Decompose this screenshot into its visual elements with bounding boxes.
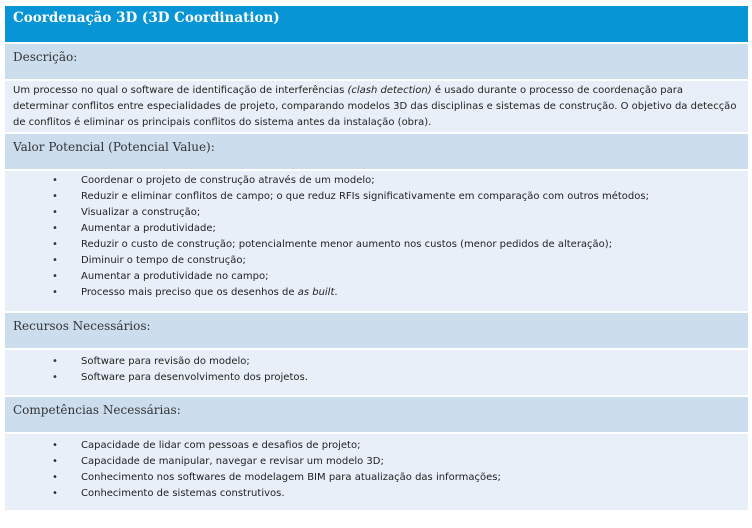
list-item: • Coordenar o projeto de construção através de um modelo; <box>13 173 740 189</box>
competencies-header: Competências Necessárias: <box>5 397 748 432</box>
list-item: • Conhecimento de sistemas construtivos. <box>13 486 740 502</box>
competencies-list <box>13 438 740 502</box>
list-item: • Aumentar a produtividade no campo; <box>13 269 740 285</box>
resources-header: Recursos Necessários: <box>5 313 748 348</box>
list-item: • Reduzir o custo de construção; potencialmente menor aumento nos custos (menor pedidos de alteração); <box>13 237 740 253</box>
description-content <box>5 81 748 132</box>
value-header: Valor Potencial (Potencial Value): <box>5 134 748 169</box>
list-item: • Reduzir e eliminar conflitos de campo; o que reduz RFIs significativamente em comparação com outros métodos; <box>13 189 740 205</box>
description-header: Descrição: <box>5 44 748 79</box>
clash-detection-term: (clash detection) <box>347 85 432 96</box>
value-list <box>13 173 740 301</box>
list-item: • Visualizar a construção; <box>13 205 740 221</box>
list-item: • Capacidade de manipular, navegar e revisar um modelo 3D; <box>13 454 740 470</box>
list-item: • Conhecimento nos softwares de modelagem BIM para atualização das informações; <box>13 470 740 486</box>
resources-list <box>13 354 740 386</box>
value-content <box>5 171 748 311</box>
list-item: • Diminuir o tempo de construção; <box>13 253 740 269</box>
bim-use-table <box>5 6 748 512</box>
description-text: Um processo no qual o software de identificação de interferências (clash detection) é usado durante o processo de coordenação para determinar conflitos entre especialidades de projeto, comparando modelos 3D das disciplinas e sistemas de construção. O objetivo da detecção de conflitos é eliminar os principais conflitos do sistema antes da instalação (obra). <box>13 85 737 128</box>
competencies-content <box>5 434 748 510</box>
list-item: • Software para desenvolvimento dos projetos. <box>13 370 740 386</box>
list-item: • Processo mais preciso que os desenhos de as built. <box>13 285 740 301</box>
table-title: Coordenação 3D (3D Coordination) <box>5 6 748 42</box>
resources-content <box>5 350 748 395</box>
list-item: • Aumentar a produtividade; <box>13 221 740 237</box>
list-item: • Software para revisão do modelo; <box>13 354 740 370</box>
list-item: • Capacidade de lidar com pessoas e desafios de projeto; <box>13 438 740 454</box>
